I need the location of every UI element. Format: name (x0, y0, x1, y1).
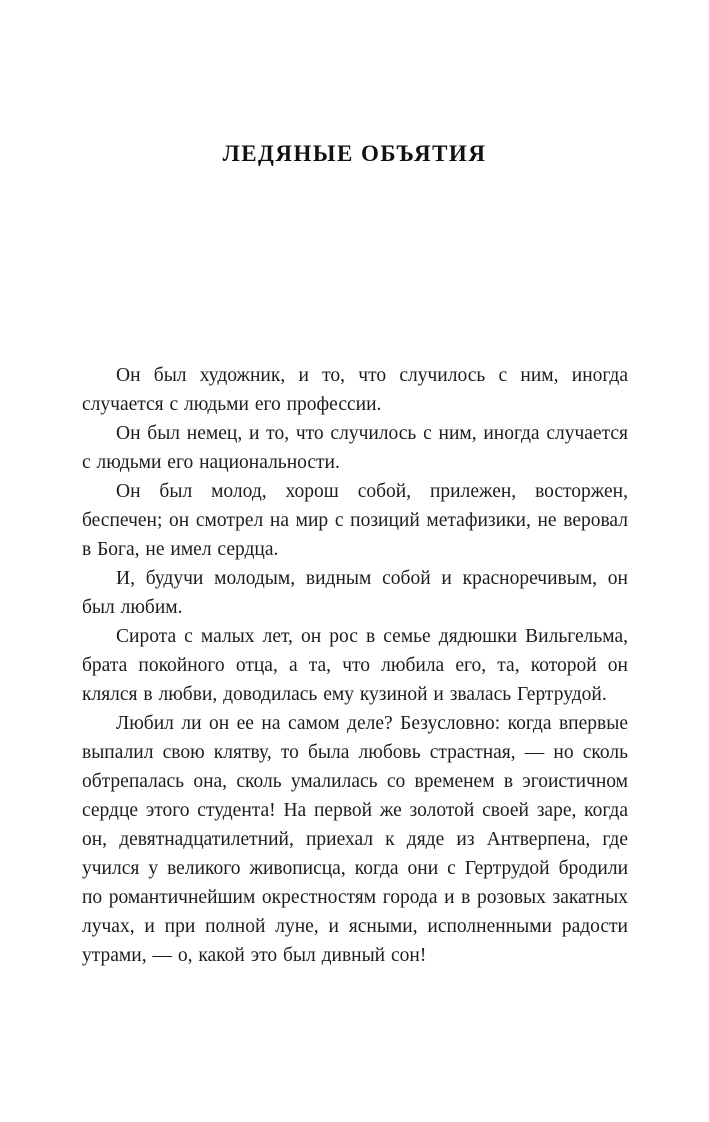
paragraph: Он был молод, хорош собой, прилежен, восторжен, беспечен; он смотрел на мир с позиций метафизики, не веровал в Бога, не имел сердца. (82, 481, 628, 560)
paragraph: Он был немец, и то, что случилось с ним, иногда случается с людьми его национальности. (82, 423, 628, 473)
paragraph: Он был художник, и то, что случилось с ним, иногда случается с людьми его профессии. (82, 365, 628, 415)
body-text (82, 361, 628, 970)
paragraph: И, будучи молодым, видным собой и красноречивым, он был любим. (82, 568, 628, 618)
paragraph: Любил ли он ее на самом деле? Безусловно: когда впервые выпалил свою клятву, то была любовь страстная, — но сколь обтрепалась она, сколь умалилась со временем в эгоистичном сердце этого студента! На первой же золотой своей заре, когда он, девятнадцатилетний, приехал к дяде из Антверпена, где учился у великого живописца, когда они с Гертрудой бродили по романтичнейшим окрестностям города и в розовых закатных лучах, и при полной луне, и ясными, исполненными радости утрами, — о, какой это был дивный сон! (82, 713, 628, 966)
chapter-title: ЛЕДЯНЫЕ ОБЪЯТИЯ (222, 141, 487, 166)
paragraph: Сирота с малых лет, он рос в семье дядюшки Вильгельма, брата покойного отца, а та, что любила его, та, которой он клялся в любви, доводилась ему кузиной и звалась Гертрудой. (82, 626, 628, 705)
